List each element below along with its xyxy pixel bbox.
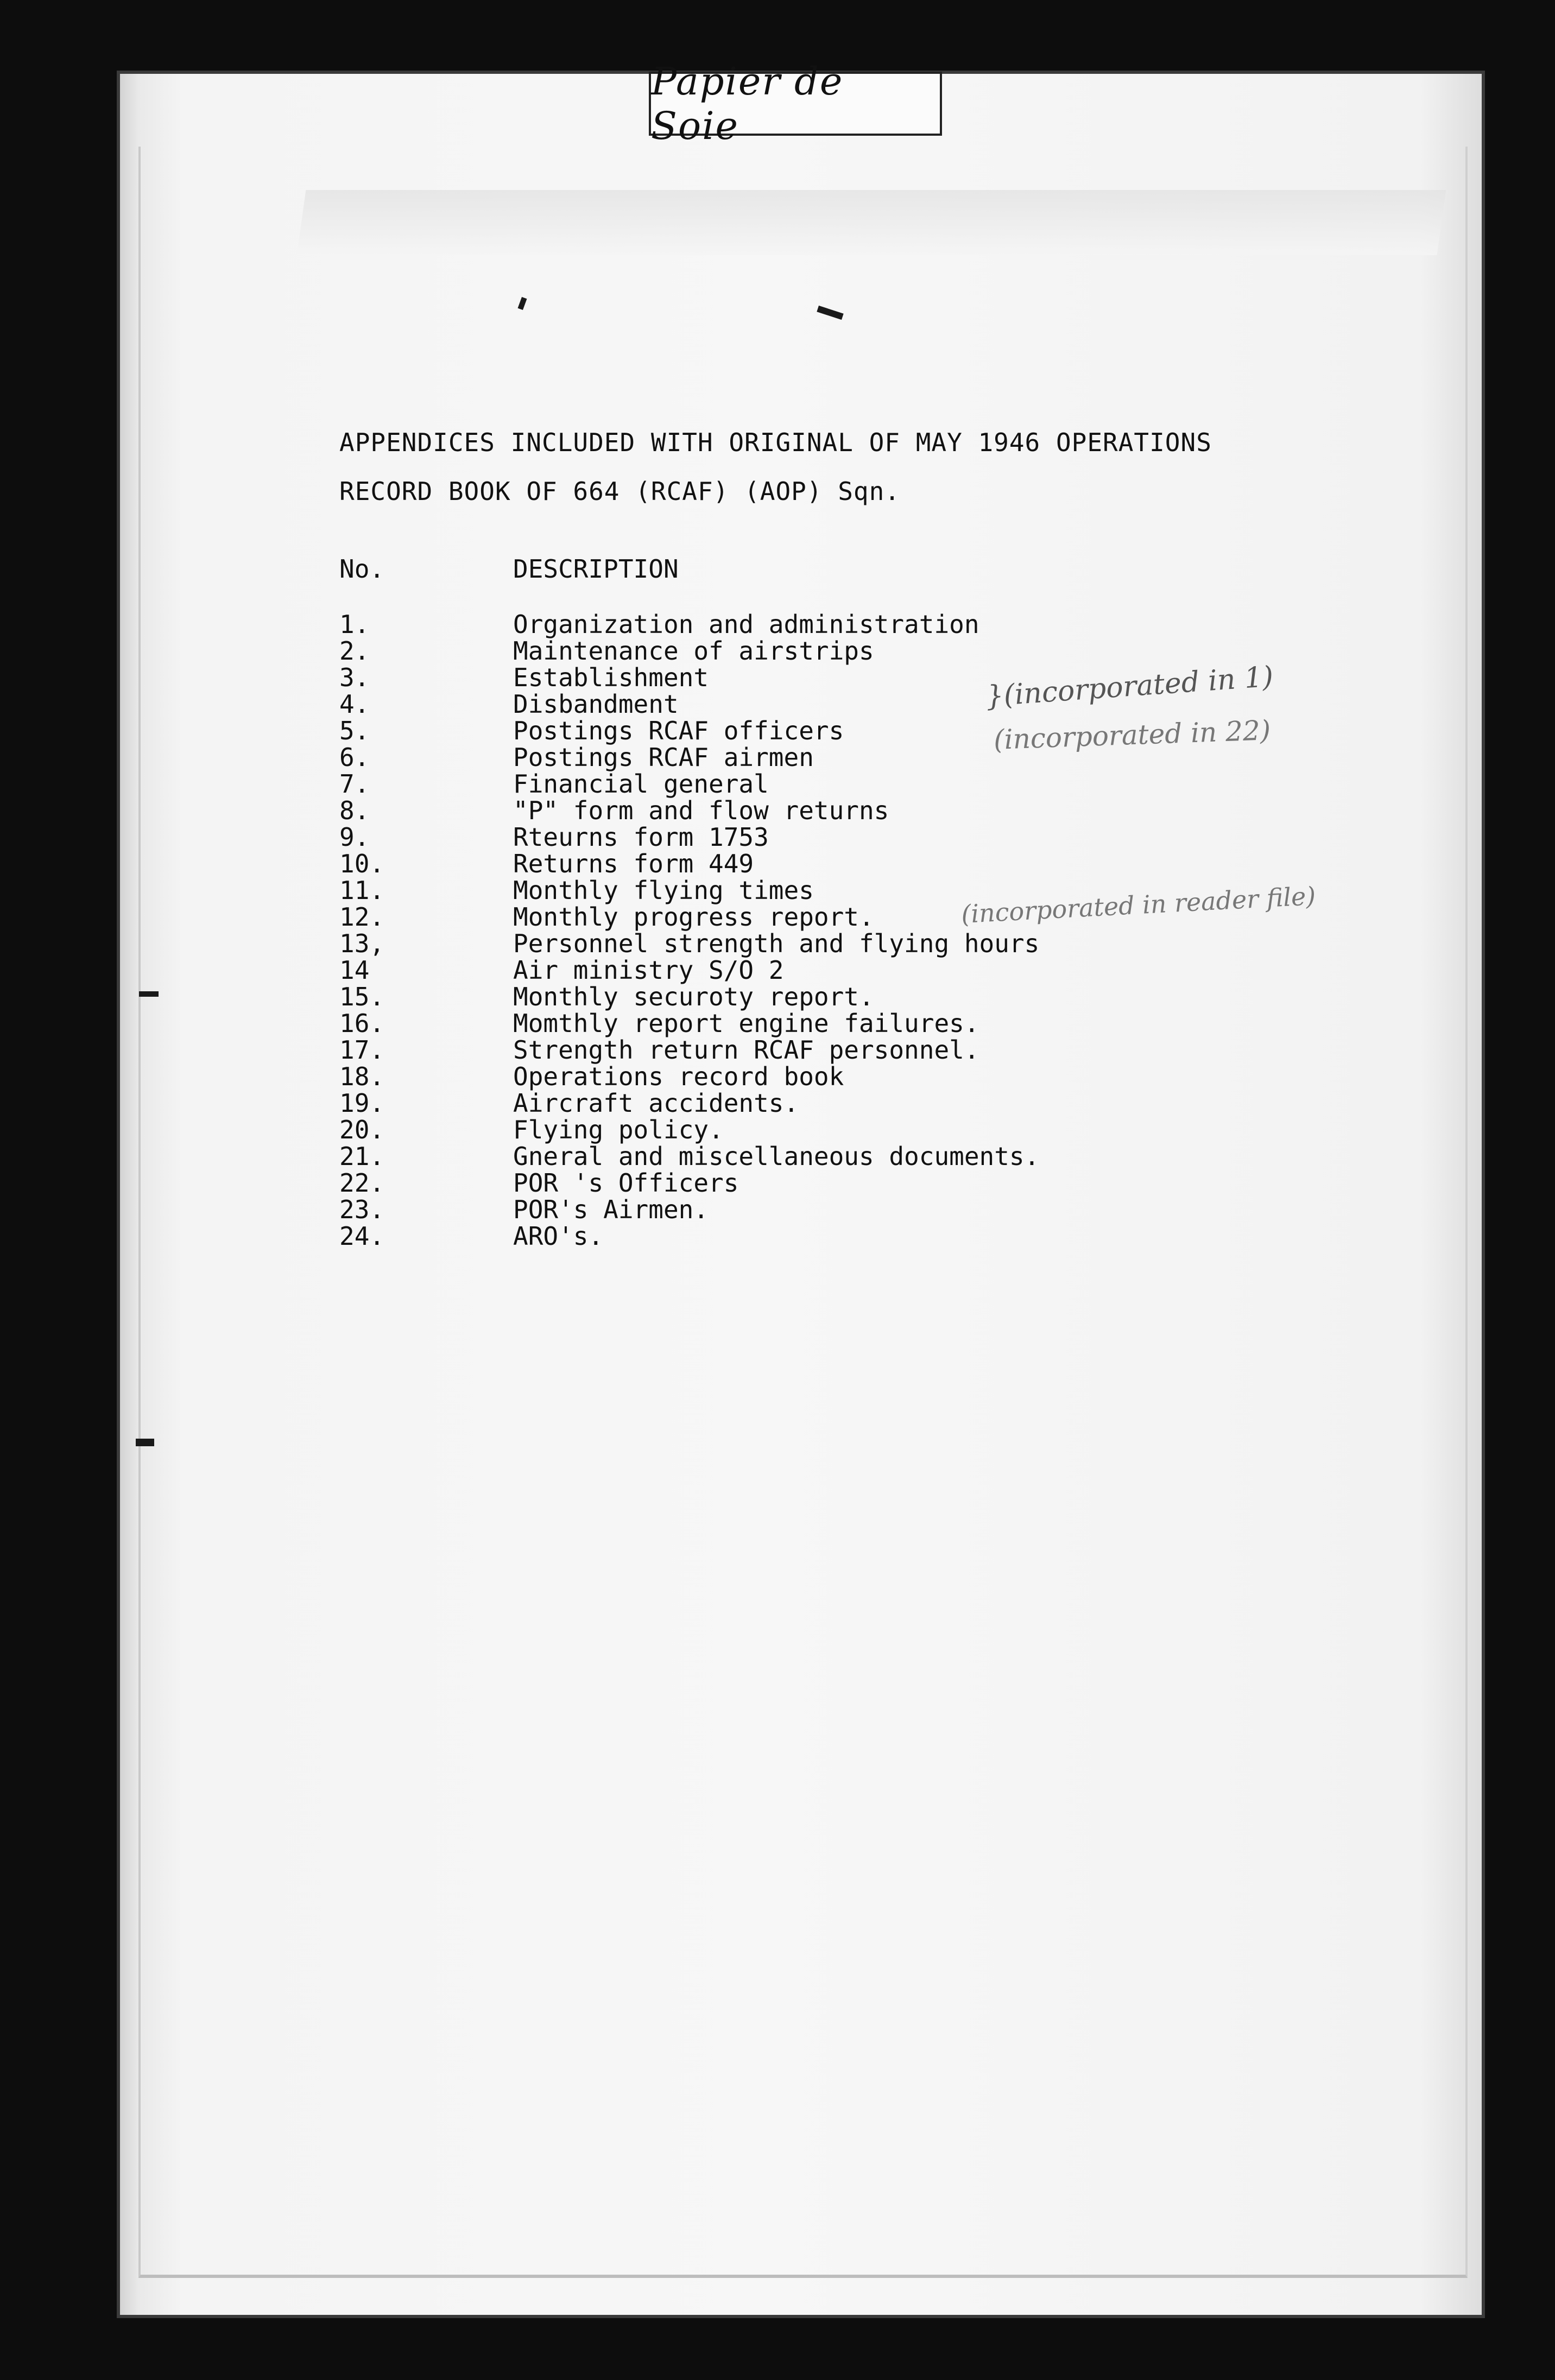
item-description: Operations record book — [513, 1062, 844, 1091]
list-item — [339, 1143, 1371, 1170]
handwritten-note-items-3-4: }(incorporated in 1) — [984, 660, 1275, 713]
column-headers — [339, 553, 1371, 585]
item-description: Maintenance of airstrips — [513, 636, 874, 666]
list-item — [339, 931, 1371, 957]
item-number: 9. — [339, 822, 370, 852]
handwritten-note-item-5: (incorporated in 22) — [993, 714, 1272, 756]
item-number: 13, — [339, 929, 385, 958]
list-item — [339, 1037, 1371, 1064]
item-number: 22. — [339, 1168, 385, 1198]
item-description: ARO's. — [513, 1221, 604, 1251]
item-number: 4. — [339, 689, 370, 719]
item-description: Monthly flying times — [513, 876, 814, 905]
item-number: 19. — [339, 1088, 385, 1118]
item-description: Returns form 449 — [513, 849, 754, 878]
appendix-list — [339, 611, 1371, 1250]
item-number: 21. — [339, 1142, 385, 1171]
item-number: 2. — [339, 636, 370, 666]
list-item — [339, 957, 1371, 984]
list-item — [339, 984, 1371, 1010]
item-number: 5. — [339, 716, 370, 745]
item-description: Disbandment — [513, 689, 679, 719]
item-description: Rteurns form 1753 — [513, 822, 769, 852]
item-description: Momthly report engine failures. — [513, 1009, 979, 1038]
folded-paper-edge — [297, 190, 1446, 255]
list-item — [339, 611, 1371, 638]
item-number: 11. — [339, 876, 385, 905]
item-description: Aircraft accidents. — [513, 1088, 799, 1118]
item-number: 16. — [339, 1009, 385, 1038]
item-number: 10. — [339, 849, 385, 878]
item-description: Establishment — [513, 663, 709, 692]
item-number: 24. — [339, 1221, 385, 1251]
item-description: POR 's Officers — [513, 1168, 739, 1198]
column-header-no: No. — [339, 554, 385, 584]
item-description: Postings RCAF airmen — [513, 743, 814, 772]
item-number: 23. — [339, 1195, 385, 1224]
item-number: 8. — [339, 796, 370, 825]
item-number: 14 — [339, 955, 370, 985]
item-number: 12. — [339, 902, 385, 932]
item-number: 3. — [339, 663, 370, 692]
list-item — [339, 824, 1371, 851]
list-item — [339, 1090, 1371, 1117]
label-text: Papier de Soie — [651, 59, 844, 148]
item-description: "P" form and flow returns — [513, 796, 889, 825]
item-description: Air ministry S/O 2 — [513, 955, 784, 985]
list-item — [339, 1010, 1371, 1037]
document-body — [339, 418, 1371, 1250]
column-header-description: DESCRIPTION — [513, 554, 679, 584]
item-description: Strength return RCAF personnel. — [513, 1035, 979, 1065]
item-description: Monthly securoty report. — [513, 982, 874, 1011]
item-description: Postings RCAF officers — [513, 716, 844, 745]
list-item — [339, 797, 1371, 824]
list-item — [339, 1197, 1371, 1223]
list-item — [339, 1064, 1371, 1090]
heading-line-2: RECORD BOOK OF 664 (RCAF) (AOP) Sqn. — [339, 477, 900, 506]
item-number: 6. — [339, 743, 370, 772]
heading-line-1: APPENDICES INCLUDED WITH ORIGINAL OF MAY 1946 OPERATIONS — [339, 428, 1212, 457]
item-description: Monthly progress report. — [513, 902, 874, 932]
list-item — [339, 1223, 1371, 1250]
ink-mark — [139, 991, 159, 997]
item-description: Gneral and miscellaneous documents. — [513, 1142, 1040, 1171]
list-item — [339, 771, 1371, 797]
item-number: 20. — [339, 1115, 385, 1144]
list-item — [339, 638, 1371, 664]
item-description: POR's Airmen. — [513, 1195, 709, 1224]
item-number: 17. — [339, 1035, 385, 1065]
item-number: 15. — [339, 982, 385, 1011]
item-description: Personnel strength and flying hours — [513, 929, 1040, 958]
item-description: Financial general — [513, 769, 769, 799]
item-number: 18. — [339, 1062, 385, 1091]
handwritten-note-item-12: (incorporated in reader file) — [960, 881, 1317, 929]
item-description: Flying policy. — [513, 1115, 724, 1144]
list-item — [339, 1117, 1371, 1143]
item-number: 1. — [339, 610, 370, 639]
list-item — [339, 851, 1371, 877]
ink-mark — [136, 1439, 154, 1446]
item-number: 7. — [339, 769, 370, 799]
item-description: Organization and administration — [513, 610, 979, 639]
list-item — [339, 744, 1371, 771]
label-tab — [649, 59, 942, 148]
list-item — [339, 1170, 1371, 1197]
